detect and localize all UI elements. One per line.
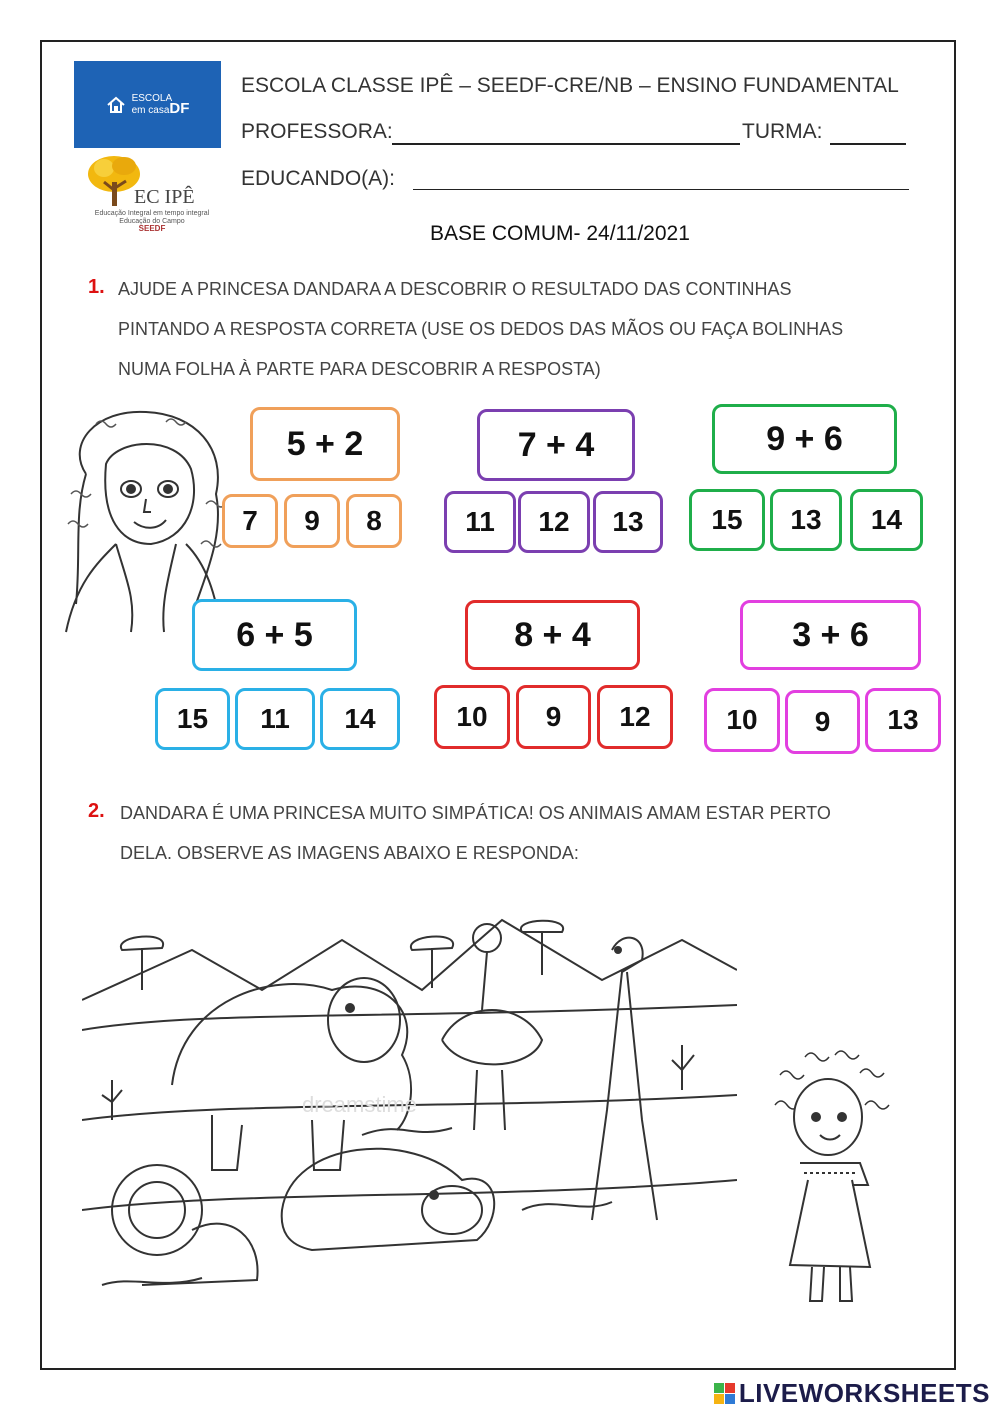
q2-text [120, 793, 831, 873]
ipe-subtitle-1: Educação Integral em tempo integral [94, 210, 210, 217]
problem-3-option-1[interactable] [689, 489, 765, 551]
logo-df-line1: ESCOLA [131, 92, 173, 104]
option-text: 15 [711, 504, 743, 535]
option-text: 12 [619, 701, 651, 732]
class-label: TURMA: [742, 120, 823, 143]
q1-line-3: NUMA FOLHA À PARTE PARA DESCOBRIR A RESPOSTA) [118, 359, 601, 379]
problem-5-expression-text: 8 + 4 [514, 615, 591, 654]
problem-1-option-1[interactable] [222, 494, 278, 548]
option-text: 7 [242, 505, 258, 536]
q1-number: 1. [88, 276, 105, 298]
problem-4-expression-text: 6 + 5 [236, 615, 313, 654]
problem-6-option-3[interactable] [865, 688, 941, 752]
option-text: 12 [538, 506, 570, 537]
problem-1-option-3[interactable] [346, 494, 402, 548]
logo-df-brand: DF [169, 99, 190, 117]
problem-5-option-2[interactable] [516, 685, 591, 749]
ec-ipe-logo [86, 154, 218, 238]
student-label: EDUCANDO(A): [241, 167, 396, 190]
problem-5-option-3[interactable] [597, 685, 673, 749]
problem-6-option-2[interactable] [785, 690, 860, 754]
problem-6-option-1[interactable] [704, 688, 780, 752]
ipe-subtitle-2: Educação do Campo [119, 218, 185, 225]
ipe-title: EC IPÊ [134, 186, 195, 208]
problem-3-option-2[interactable] [770, 489, 842, 551]
problem-1-expression [250, 407, 400, 481]
problem-2-expression [477, 409, 635, 481]
option-text: 10 [726, 704, 758, 735]
option-text: 13 [790, 504, 822, 535]
problem-5-option-1[interactable] [434, 685, 510, 749]
option-text: 9 [545, 701, 562, 732]
house-icon [106, 95, 126, 115]
class-field[interactable] [830, 143, 906, 145]
problem-2-option-1[interactable] [444, 491, 516, 553]
liveworksheets-icon [714, 1383, 735, 1404]
student-field[interactable] [413, 189, 909, 190]
teacher-label: PROFESSORA: [241, 120, 393, 143]
q1-line-1: AJUDE A PRINCESA DANDARA A DESCOBRIR O RESULTADO DAS CONTINHAS [118, 279, 792, 299]
problem-6-expression [740, 600, 921, 670]
option-text: 15 [176, 703, 209, 734]
option-text: 14 [870, 504, 903, 535]
option-text: 11 [260, 703, 290, 734]
q2-line-1: DANDARA É UMA PRINCESA MUITO SIMPÁTICA! OS ANIMAIS AMAM ESTAR PERTO [120, 803, 831, 823]
problem-4-option-2[interactable] [235, 688, 315, 750]
problem-1-option-2[interactable] [284, 494, 340, 548]
problem-2-option-2[interactable] [518, 491, 590, 553]
option-text: 11 [465, 506, 495, 537]
problem-6-expression-text: 3 + 6 [792, 615, 869, 654]
problem-3-expression [712, 404, 897, 474]
logo-df-line2: em casa [131, 104, 170, 116]
option-text: 9 [814, 706, 831, 737]
problem-3-expression-text: 9 + 6 [766, 419, 843, 458]
problem-4-option-3[interactable] [320, 688, 400, 750]
little-girl-illustration [760, 1045, 900, 1317]
q1-line-2: PINTANDO A RESPOSTA CORRETA (USE OS DEDOS DAS MÃOS OU FAÇA BOLINHAS [118, 319, 844, 339]
base-comum-title: BASE COMUM- 24/11/2021 [430, 222, 690, 245]
option-text: 14 [344, 703, 376, 734]
option-text: 10 [456, 701, 488, 732]
option-text: 13 [612, 506, 644, 537]
option-text: 13 [887, 704, 919, 735]
liveworksheets-logo [714, 1378, 990, 1409]
liveworksheets-text: LIVEWORKSHEETS [738, 1378, 990, 1408]
problem-4-option-1[interactable] [155, 688, 230, 750]
school-name: ESCOLA CLASSE IPÊ – SEEDF-CRE/NB – ENSINO FUNDAMENTAL [241, 74, 899, 97]
q2-line-2: DELA. OBSERVE AS IMAGENS ABAIXO E RESPONDA: [120, 843, 579, 863]
q1-text [118, 269, 843, 389]
problem-1-expression-text: 5 + 2 [286, 424, 364, 463]
problem-3-option-3[interactable] [850, 489, 923, 551]
option-text: 8 [366, 505, 382, 536]
ipe-seedf: SEEDF [138, 224, 166, 233]
problem-4-expression [192, 599, 357, 671]
problem-5-expression [465, 600, 640, 670]
savanna-animals-illustration [82, 880, 737, 1322]
q2-number: 2. [88, 800, 105, 822]
option-text: 9 [304, 505, 320, 536]
problem-2-option-3[interactable] [593, 491, 663, 553]
problem-2-expression-text: 7 + 4 [517, 425, 595, 464]
teacher-field[interactable] [392, 143, 740, 145]
escola-em-casa-logo [74, 61, 221, 148]
watermark: dreamstime [302, 1092, 417, 1117]
